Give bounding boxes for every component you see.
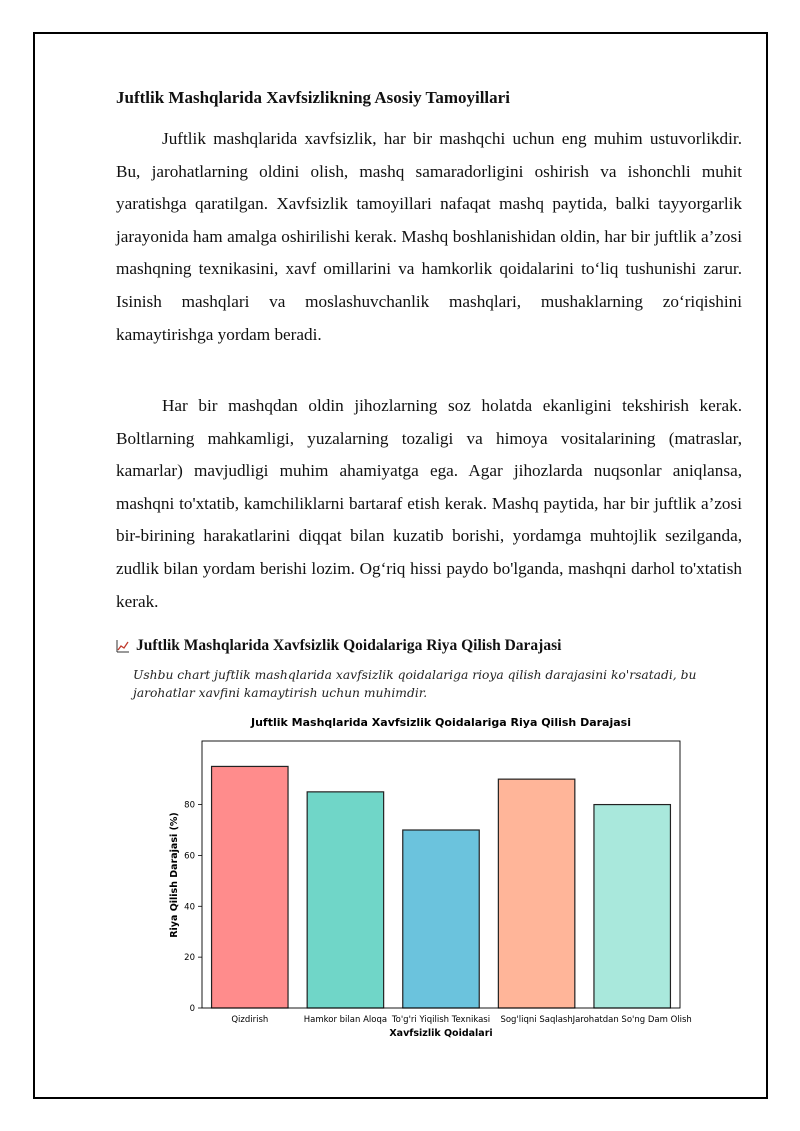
x-axis-label: Xavfsizlik Qoidalari xyxy=(389,1028,493,1039)
y-tick-label: 80 xyxy=(184,800,195,811)
bar-3 xyxy=(403,830,479,1008)
x-tick-label: Hamkor bilan Aloqa xyxy=(303,1015,388,1025)
chart-title: Juftlik Mashqlarida Xavfsizlik Qoidalariga Riya Qilish Darajasi xyxy=(251,716,631,729)
x-tick-label: Jarohatdan So'ng Dam Olish xyxy=(572,1015,692,1025)
section-heading: Juftlik Mashqlarida Xavfsizlikning Asosiy Tamoyillari xyxy=(116,88,510,107)
paragraph-1: Juftlik mashqlarida xavfsizlik, har bir mashqchi uchun eng muhim ustuvorlikdir. Bu, jarohatlarning oldini olish, mashq samaradorligini oshirish va ishonchli muhit yaratishga qaratilgan. Xavfsizlik tamoyillari nafaqat mashq paytida, balki tayyorgarlik jarayonida ham amalga oshirilishi kerak. Mashq boshlanishidan oldin, har bir juftlik a’zosi mashqning texnikasini, xavf omillarini va hamkorlik qoidalarini to‘liq tushunishi zarur. Isinish mashqlari va moslashuvchanlik mashqlari, mushaklarning zo‘riqishini kamaytirishga yordam beradi. xyxy=(116,129,742,344)
plot-area xyxy=(184,741,692,1025)
y-tick-label: 20 xyxy=(184,953,195,964)
chart-section-title-text: Juftlik Mashqlarida Xavfsizlik Qoidalariga Riya Qilish Darajasi xyxy=(136,637,562,654)
x-tick-label: Qizdirish xyxy=(231,1015,269,1025)
y-tick-label: 60 xyxy=(184,851,195,862)
chart-section-title xyxy=(116,637,561,655)
y-axis-label: Riya Qilish Darajasi (%) xyxy=(169,812,180,938)
chart-line-icon xyxy=(116,639,130,653)
y-tick-label: 0 xyxy=(189,1004,195,1014)
paragraph-2: Har bir mashqdan oldin jihozlarning soz holatda ekanligini tekshirish kerak. Boltlarning mahkamligi, yuzalarning tozaligi va himoya vositalarining (matraslar, kamarlar) mavjudligi muhim ahamiyatga ega. Agar jihozlarda nuqsonlar aniqlansa, mashqni to'xtatib, kamchiliklarni bartaraf etish kerak. Mashq paytida, har bir juftlik a’zosi bir-birining harakatlarini diqqat bilan kuzatib borishi, yordamga muhtojlik sezilganda, zudlik bilan yordam berishi lozim. Og‘riq hissi paydo bo'lganda, mashqni darhol to'xtatish kerak. xyxy=(116,396,742,611)
y-tick-label: 40 xyxy=(184,902,195,913)
chart-description: Ushbu chart juftlik mashqlarida xavfsizlik qoidalariga rioya qilish darajasini ko'rsatadi, bu jarohatlar xavfini kamaytirish uchun muhimdir. xyxy=(133,668,697,700)
bar-4 xyxy=(498,779,574,1008)
bar-chart xyxy=(150,710,710,1045)
bar-2 xyxy=(307,792,383,1008)
x-tick-label: To'g'ri Yiqilish Texnikasi xyxy=(391,1015,491,1025)
x-tick-label: Sog'liqni Saqlash xyxy=(500,1015,573,1025)
bar-1 xyxy=(212,766,288,1008)
bar-5 xyxy=(594,805,670,1008)
